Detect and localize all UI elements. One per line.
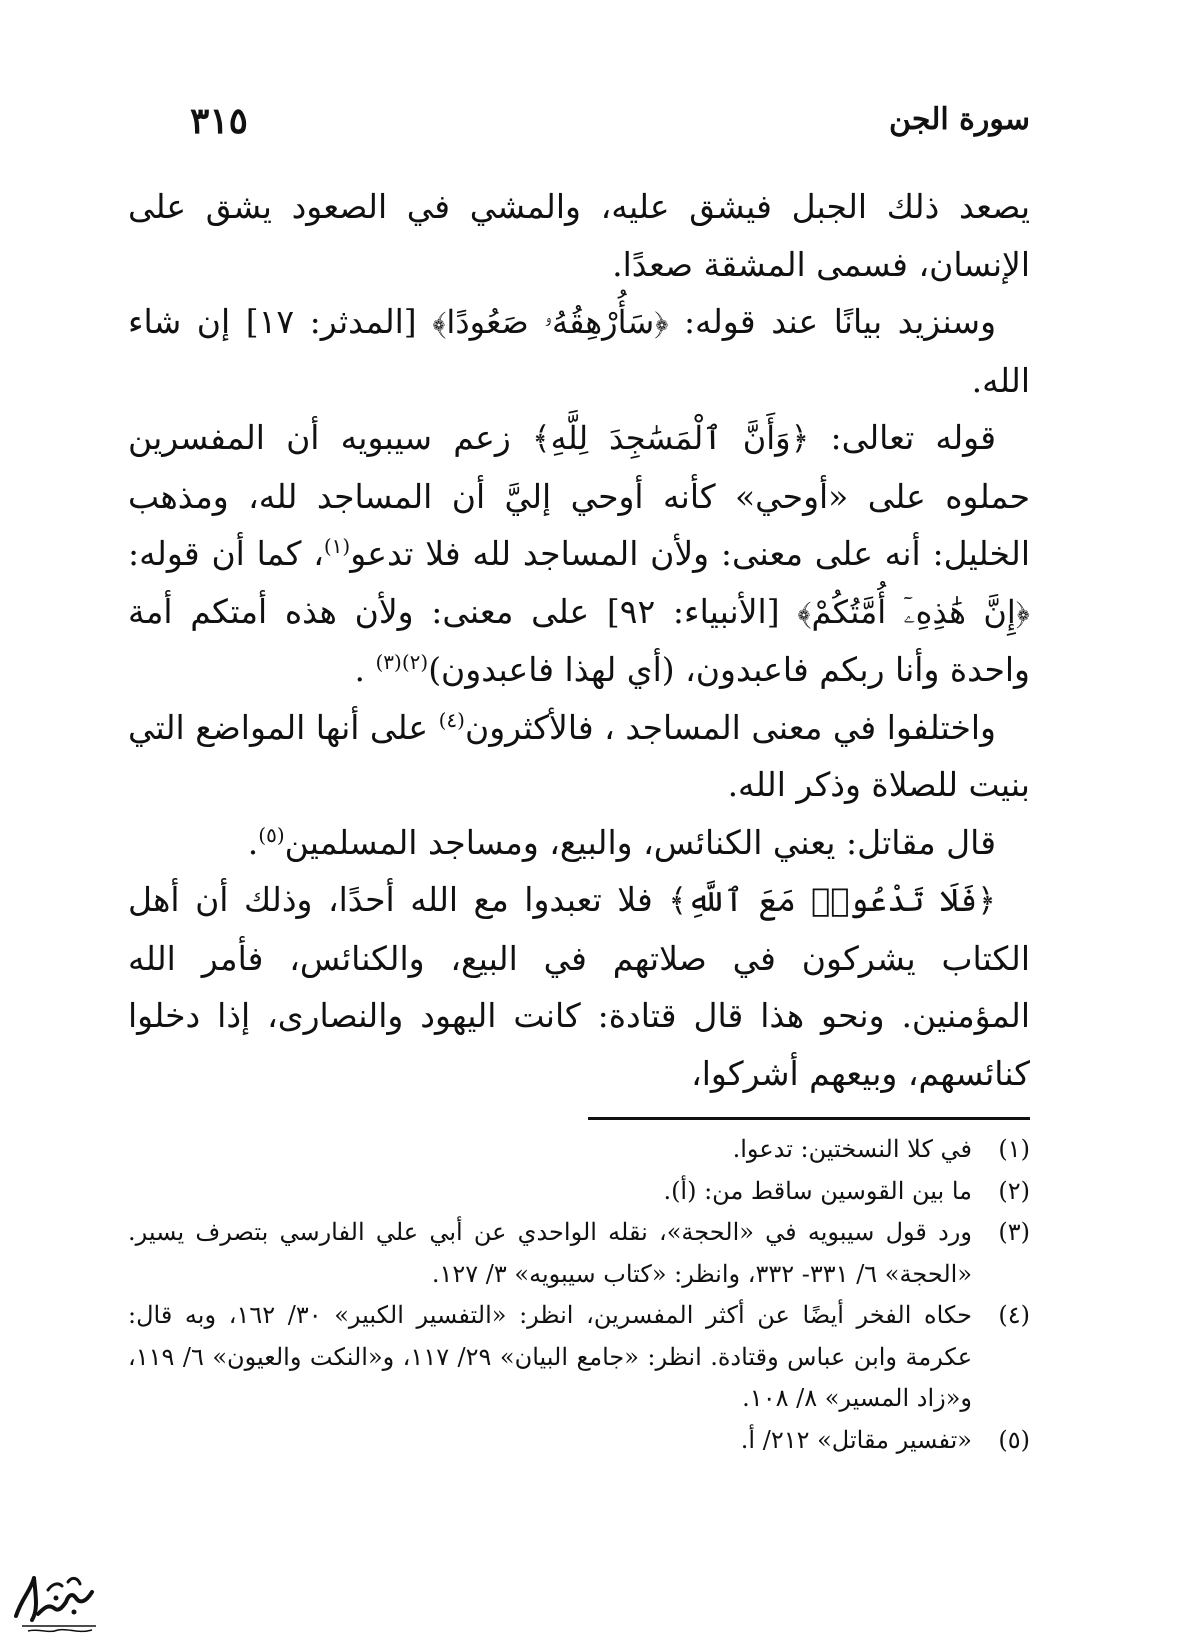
body-text-segment: قال مقاتل: يعني الكنائس، والبيع، ومساجد المسلمين bbox=[284, 822, 996, 862]
footnote-number: (٥) bbox=[998, 1425, 1030, 1454]
footnotes bbox=[128, 1129, 1030, 1461]
footnote bbox=[128, 1212, 1030, 1295]
page-number: ٣١٥ bbox=[190, 100, 249, 142]
body-text-segment: فلا تعبدوا مع الله أحدًا، وذلك أن أهل الكتاب يشركون في صلاتهم في البيع، والكنائس، فأمر الله المؤمنين. ونحو هذا قال قتادة: كانت اليهود والنصارى، إذا دخلوا كنائسهم، وبيعهم أشركوا، bbox=[128, 880, 1030, 1093]
footnote bbox=[128, 1295, 1030, 1420]
footnote-ref: (١) bbox=[323, 534, 351, 558]
footnote bbox=[128, 1420, 1030, 1462]
body-text-segment: قوله تعالى: bbox=[809, 418, 997, 457]
footnote-text: ما بين القوسين ساقط من: (أ). bbox=[663, 1176, 972, 1205]
footnote-text: ورد قول سيبويه في «الحجة»، نقله الواحدي عن أبي علي الفارسي بتصرف يسير. «الحجة» ٦/ ٣٣١- ٣٣٢، وانظر: «كتاب سيبويه» ٣/ ١٢٧. bbox=[128, 1218, 972, 1288]
body-text-segment: [الأنبياء: ٩٢] على معنى: ولأن هذه أمتكم أمة واحدة وأنا ربكم فاعبدون، (أي لهذا فاعبدون) bbox=[128, 591, 1030, 689]
footnote-ref: (٢)(٣) bbox=[375, 650, 429, 674]
body-text-segment: . bbox=[247, 822, 259, 862]
body-text-segment: زعم سيبويه أن المفسرين حملوه على «أوحي» كأنه أوحي إليَّ أن المساجد لله، ومذهب الخليل: أنه على معنى: ولأن المساجد لله فلا تدعو bbox=[128, 418, 1030, 573]
body-text-segment: على أنها المواضع التي بنيت للصلاة وذكر الله. bbox=[128, 707, 1030, 804]
footnote-divider bbox=[588, 1117, 1030, 1120]
body-text-segment: وسنزيد بيانًا عند قوله: bbox=[668, 302, 996, 341]
body-text-segment: يصعد ذلك الجبل فيشق عليه، والمشي في الصعود يشق على الإنسان، فسمى المشقة صعدًا. bbox=[128, 187, 1031, 284]
page-header bbox=[140, 100, 1030, 150]
quran-quote: ﴿سَأُرْهِقُهُۥ صَعُودًا﴾ bbox=[432, 303, 669, 341]
footnote-ref: (٤) bbox=[438, 707, 465, 732]
calligraphy-logo-icon bbox=[8, 1568, 103, 1638]
body-paragraph bbox=[128, 814, 1030, 872]
footnote bbox=[128, 1171, 1030, 1213]
quran-quote: ﴿وَأَنَّ ٱلْمَسَٰجِدَ لِلَّهِ﴾ bbox=[531, 419, 810, 457]
body-text-segment: [المدثر: ١٧] إن شاء الله. bbox=[128, 302, 1030, 400]
footnote-ref: (٥) bbox=[258, 822, 285, 847]
body-text-segment: واختلفوا في معنى المساجد ، فالأكثرون bbox=[464, 707, 996, 747]
body-paragraph bbox=[128, 871, 1030, 1102]
footnote-text: حكاه الفخر أيضًا عن أكثر المفسرين، انظر: «التفسير الكبير» ٣٠/ ١٦٢، وبه قال: عكرمة وابن عباس وقتادة. انظر: «جامع البيان» ٢٩/ ١١٧، و«النكت والعيون» ٦/ ١١٩، و«زاد المسير» ٨/ ١٠٨. bbox=[128, 1301, 973, 1412]
footnote-number: (٤) bbox=[998, 1301, 1030, 1329]
body-paragraph bbox=[128, 293, 1030, 409]
body-paragraph bbox=[128, 699, 1030, 814]
footnote-number: (١) bbox=[998, 1135, 1030, 1163]
body-text-segment: ، كما أن قوله: bbox=[128, 534, 324, 573]
footnote-number: (٣) bbox=[998, 1218, 1030, 1246]
surah-title: سورة الجن bbox=[889, 102, 1030, 137]
footnote-text: «تفسير مقاتل» ٢١٢/ أ. bbox=[740, 1425, 972, 1454]
body-paragraph bbox=[128, 409, 1030, 699]
main-text bbox=[128, 178, 1030, 1102]
body-paragraph bbox=[128, 178, 1030, 293]
footnote-text: في كلا النسختين: تدعوا. bbox=[732, 1135, 972, 1163]
footnote bbox=[128, 1129, 1030, 1171]
quran-quote: ﴿إِنَّ هَٰذِهِۦٓ أُمَّتُكُمْ﴾ bbox=[797, 592, 1030, 631]
footnote-number: (٢) bbox=[998, 1176, 1030, 1205]
body-text-segment: . bbox=[354, 650, 376, 689]
quran-quote: ﴿فَلَا تَدْعُوا۟ مَعَ ٱللَّهِ﴾ bbox=[668, 881, 997, 919]
